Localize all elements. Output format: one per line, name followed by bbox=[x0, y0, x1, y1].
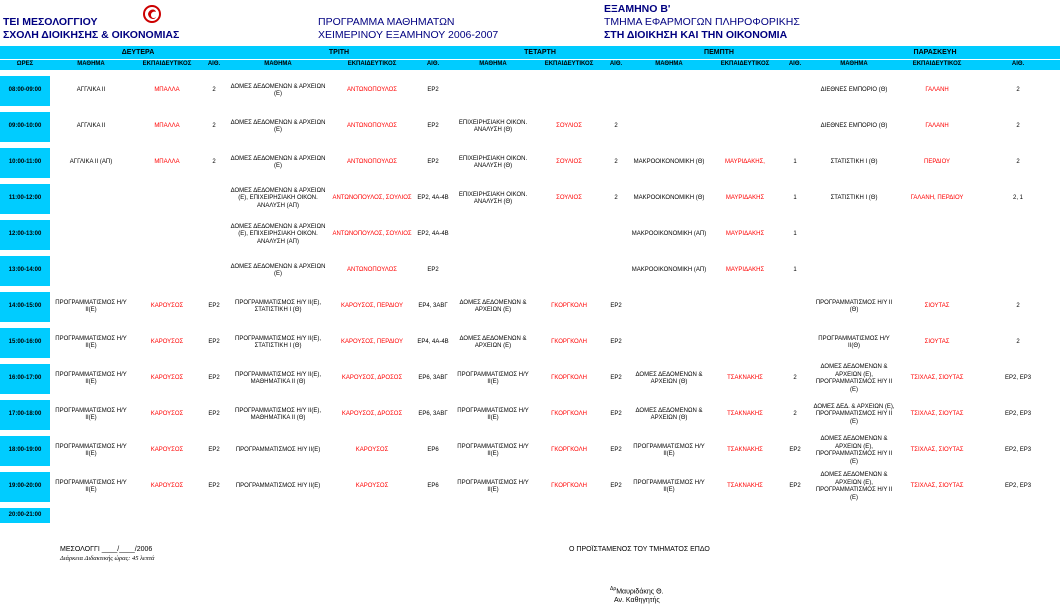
room-cell bbox=[604, 76, 628, 106]
course-cell: ΔΟΜΕΣ ΔΕΔΟΜΕΝΩΝ & ΑΡΧΕΙΩΝ (Θ) bbox=[628, 400, 710, 430]
signature-role: Αν. Καθηγητής bbox=[614, 597, 660, 604]
teacher-cell: ΤΣΙΧΛΑΣ, ΣΙΟΥΤΑΣ bbox=[898, 364, 976, 394]
column-header-cell: ΕΚΠΑΙΔΕΥΤΙΚΟΣ bbox=[710, 59, 780, 70]
room-cell: ΕΡ2 bbox=[414, 76, 452, 106]
room-cell: 2 bbox=[780, 400, 810, 430]
signature-name-text: Μαυριδάκης Θ. bbox=[616, 588, 664, 596]
course-cell bbox=[50, 220, 132, 250]
course-cell: ΕΠΙΧΕΙΡΗΣΙΑΚΗ ΟΙΚΟΝ. ΑΝΑΛΥΣΗ (Θ) bbox=[452, 184, 534, 214]
teacher-cell: ΚΑΡΟΥΣΟΣ bbox=[132, 472, 202, 502]
time-slot-cell: 20:00-21:00 bbox=[0, 508, 50, 523]
table-row bbox=[0, 292, 1060, 322]
course-cell: ΔΟΜΕΣ ΔΕΔΟΜΕΝΩΝ & ΑΡΧΕΙΩΝ (Ε) bbox=[226, 76, 330, 106]
room-cell: ΕΡ2, 4Α-4Β bbox=[414, 184, 452, 214]
column-header-cell: ΕΚΠΑΙΔΕΥΤΙΚΟΣ bbox=[132, 59, 202, 70]
course-cell: ΜΑΚΡΟΟΙΚΟΝΟΜΙΚΗ (ΑΠ) bbox=[628, 220, 710, 250]
teacher-cell: ΚΑΡΟΥΣΟΣ, ΔΡΟΣΟΣ bbox=[330, 364, 414, 394]
room-cell bbox=[604, 220, 628, 250]
teacher-cell bbox=[898, 256, 976, 286]
course-cell: ΕΠΙΧΕΙΡΗΣΙΑΚΗ ΟΙΚΟΝ. ΑΝΑΛΥΣΗ (Θ) bbox=[452, 112, 534, 142]
course-cell: ΔΟΜΕΣ ΔΕΔΟΜΕΝΩΝ & ΑΡΧΕΙΩΝ (Ε) bbox=[452, 328, 534, 358]
teacher-cell: ΤΣΙΧΛΑΣ, ΣΙΟΥΤΑΣ bbox=[898, 472, 976, 502]
table-row bbox=[0, 436, 1060, 466]
room-cell bbox=[780, 292, 810, 322]
room-cell: 2 bbox=[202, 148, 226, 178]
day-header-cell: ΤΕΤΑΡΤΗ bbox=[452, 46, 628, 59]
course-cell: ΠΡΟΓΡΑΜΜΑΤΙΣΜΟΣ Η/Υ ΙΙ(Ε) bbox=[452, 472, 534, 502]
room-cell: ΕΡ2 bbox=[202, 364, 226, 394]
column-header-cell: ΑΙΘ. bbox=[414, 59, 452, 70]
semester-label: ΕΞΑΜΗΝΟ Β' bbox=[604, 3, 671, 15]
room-cell: ΕΡ2 bbox=[202, 472, 226, 502]
room-cell: ΕΡ2, ΕΡ3 bbox=[976, 436, 1060, 466]
table-row bbox=[0, 148, 1060, 178]
course-cell: ΠΡΟΓΡΑΜΜΑΤΙΣΜΟΣ Η/Υ ΙΙ(Ε), ΜΑΘΗΜΑΤΙΚΑ ΙΙ (Θ) bbox=[226, 400, 330, 430]
teacher-cell bbox=[710, 292, 780, 322]
schedule-title: ΠΡΟΓΡΑΜΜΑ ΜΑΘΗΜΑΤΩΝ bbox=[318, 16, 455, 28]
teacher-cell: ΚΑΡΟΥΣΟΣ bbox=[330, 472, 414, 502]
course-cell bbox=[452, 220, 534, 250]
course-cell: ΜΑΚΡΟΟΙΚΟΝΟΜΙΚΗ (Θ) bbox=[628, 148, 710, 178]
room-cell: ΕΡ2 bbox=[414, 112, 452, 142]
time-slot-cell: 17:00-18:00 bbox=[0, 400, 50, 430]
room-cell: 2 bbox=[604, 148, 628, 178]
column-header-cell: ΑΙΘ. bbox=[604, 59, 628, 70]
teacher-cell: ΜΠΑΛΛΑ bbox=[132, 148, 202, 178]
room-cell bbox=[604, 256, 628, 286]
course-cell: ΔΙΕΘΝΕΣ ΕΜΠΟΡΙΟ (Θ) bbox=[810, 76, 898, 106]
table-row-last bbox=[0, 508, 1060, 523]
teacher-cell: ΣΟΥΛΙΟΣ bbox=[534, 148, 604, 178]
room-cell: ΕΡ6 bbox=[414, 472, 452, 502]
course-cell: ΠΡΟΓΡΑΜΜΑΤΙΣΜΟΣ Η/Υ ΙΙ(Ε) bbox=[50, 292, 132, 322]
teacher-cell bbox=[534, 220, 604, 250]
room-cell: 2 bbox=[976, 292, 1060, 322]
room-cell: ΕΡ6, 3ΑΒΓ bbox=[414, 400, 452, 430]
room-cell: ΕΡ2, ΕΡ3 bbox=[976, 472, 1060, 502]
teacher-cell: ΓΑΛΑΝΗ, ΠΕΡΔΙΟΥ bbox=[898, 184, 976, 214]
day-header-cell: ΤΡΙΤΗ bbox=[226, 46, 452, 59]
course-cell bbox=[810, 256, 898, 286]
table-row bbox=[0, 220, 1060, 250]
teacher-cell: ΤΣΙΧΛΑΣ, ΣΙΟΥΤΑΣ bbox=[898, 400, 976, 430]
teacher-cell bbox=[710, 76, 780, 106]
course-cell: ΠΡΟΓΡΑΜΜΑΤΙΣΜΟΣ Η/Υ ΙΙ(Ε) bbox=[452, 436, 534, 466]
room-cell: 2 bbox=[604, 112, 628, 142]
room-cell: 2 bbox=[976, 76, 1060, 106]
course-cell: ΠΡΟΓΡΑΜΜΑΤΙΣΜΟΣ Η/Υ ΙΙ(Θ) bbox=[810, 328, 898, 358]
course-cell bbox=[452, 76, 534, 106]
room-cell: ΕΡ2 bbox=[604, 436, 628, 466]
teacher-cell bbox=[132, 184, 202, 214]
course-cell: ΠΡΟΓΡΑΜΜΑΤΙΣΜΟΣ Η/Υ ΙΙ(Ε), ΣΤΑΤΙΣΤΙΚΗ Ι (Θ) bbox=[226, 328, 330, 358]
room-cell: ΕΡ2 bbox=[604, 472, 628, 502]
teacher-cell bbox=[534, 76, 604, 106]
department-subtitle: ΣΤΗ ΔΙΟΙΚΗΣΗ ΚΑΙ ΤΗΝ ΟΙΚΟΝΟΜΙΑ bbox=[604, 29, 788, 41]
room-cell: 2 bbox=[202, 76, 226, 106]
course-cell bbox=[810, 220, 898, 250]
course-cell: ΠΡΟΓΡΑΜΜΑΤΙΣΜΟΣ Η/Υ ΙΙ(Ε) bbox=[50, 364, 132, 394]
teacher-cell: ΤΣΑΚΝΑΚΗΣ bbox=[710, 436, 780, 466]
course-cell: ΠΡΟΓΡΑΜΜΑΤΙΣΜΟΣ Η/Υ ΙΙ(Ε) bbox=[628, 436, 710, 466]
course-cell bbox=[452, 256, 534, 286]
teacher-cell: ΓΚΟΡΓΚΟΛΗ bbox=[534, 292, 604, 322]
room-cell: 2 bbox=[976, 148, 1060, 178]
room-cell: 1 bbox=[780, 256, 810, 286]
course-cell: ΜΑΚΡΟΟΙΚΟΝΟΜΙΚΗ (ΑΠ) bbox=[628, 256, 710, 286]
column-header-cell: ΑΙΘ. bbox=[202, 59, 226, 70]
room-cell bbox=[976, 256, 1060, 286]
teacher-cell: ΚΑΡΟΥΣΟΣ, ΔΡΟΣΟΣ bbox=[330, 400, 414, 430]
course-cell: ΑΓΓΛΙΚΑ ΙΙ bbox=[50, 112, 132, 142]
room-cell bbox=[202, 184, 226, 214]
course-cell: ΔΟΜΕΣ ΔΕΔΟΜΕΝΩΝ & ΑΡΧΕΙΩΝ (Ε), ΕΠΙΧΕΙΡΗΣΙΑΚΗ ΟΙΚΟΝ. ΑΝΑΛΥΣΗ (ΑΠ) bbox=[226, 220, 330, 250]
teacher-cell: ΑΝΤΩΝΟΠΟΥΛΟΣ bbox=[330, 256, 414, 286]
table-row bbox=[0, 364, 1060, 394]
course-cell bbox=[50, 184, 132, 214]
day-header-cell: ΠΑΡΑΣΚΕΥΗ bbox=[810, 46, 1060, 59]
room-cell: ΕΡ4, 3ΑΒΓ bbox=[414, 292, 452, 322]
course-cell: ΔΟΜΕΣ ΔΕΔΟΜΕΝΩΝ & ΑΡΧΕΙΩΝ (Ε), ΠΡΟΓΡΑΜΜΑΤΙΣΜΟΣ Η/Υ ΙΙ (Ε) bbox=[810, 436, 898, 466]
room-cell bbox=[202, 220, 226, 250]
time-slot-cell: 13:00-14:00 bbox=[0, 256, 50, 286]
teacher-cell: ΣΙΟΥΤΑΣ bbox=[898, 292, 976, 322]
room-cell: ΕΡ2 bbox=[604, 364, 628, 394]
teacher-cell: ΓΚΟΡΓΚΟΛΗ bbox=[534, 328, 604, 358]
teacher-cell: ΚΑΡΟΥΣΟΣ bbox=[132, 436, 202, 466]
column-header-cell: ΜΑΘΗΜΑ bbox=[226, 59, 330, 70]
room-cell: ΕΡ2 bbox=[604, 292, 628, 322]
course-cell: ΔΟΜΕΣ ΔΕΔΟΜΕΝΩΝ & ΑΡΧΕΙΩΝ (Θ) bbox=[628, 364, 710, 394]
teacher-cell: ΚΑΡΟΥΣΟΣ bbox=[132, 364, 202, 394]
department-name: ΤΜΗΜΑ ΕΦΑΡΜΟΓΩΝ ΠΛΗΡΟΦΟΡΙΚΗΣ bbox=[604, 16, 800, 28]
room-cell: ΕΡ2 bbox=[604, 328, 628, 358]
table-row bbox=[0, 400, 1060, 430]
teacher-cell: ΑΝΤΩΝΟΠΟΥΛΟΣ, ΣΟΥΛΙΟΣ bbox=[330, 184, 414, 214]
time-slot-cell: 15:00-16:00 bbox=[0, 328, 50, 358]
teacher-cell: ΚΑΡΟΥΣΟΣ bbox=[132, 292, 202, 322]
room-cell: ΕΡ6 bbox=[414, 436, 452, 466]
school-name: ΣΧΟΛΗ ΔΙΟΙΚΗΣΗΣ & ΟΙΚΟΝΟΜΙΑΣ bbox=[3, 29, 180, 41]
course-cell bbox=[628, 292, 710, 322]
course-cell: ΠΡΟΓΡΑΜΜΑΤΙΣΜΟΣ Η/Υ ΙΙ(Ε) bbox=[628, 472, 710, 502]
teacher-cell: ΓΚΟΡΓΚΟΛΗ bbox=[534, 364, 604, 394]
time-slot-cell: 11:00-12:00 bbox=[0, 184, 50, 214]
room-cell: 2 bbox=[202, 112, 226, 142]
room-cell bbox=[780, 112, 810, 142]
room-cell: ΕΡ4, 4Α-4Β bbox=[414, 328, 452, 358]
course-cell: ΠΡΟΓΡΑΜΜΑΤΙΣΜΟΣ Η/Υ ΙΙ (Θ) bbox=[810, 292, 898, 322]
room-cell: ΕΡ2 bbox=[414, 256, 452, 286]
room-cell: ΕΡ2, ΕΡ3 bbox=[976, 400, 1060, 430]
day-header-blank bbox=[0, 46, 50, 59]
teacher-cell: ΑΝΤΩΝΟΠΟΥΛΟΣ bbox=[330, 148, 414, 178]
day-header-row bbox=[0, 46, 1060, 59]
room-cell: ΕΡ6, 3ΑΒΓ bbox=[414, 364, 452, 394]
department-head-title: Ο ΠΡΟΪΣΤΑΜΕΝΟΣ ΤΟΥ ΤΜΗΜΑΤΟΣ ΕΠΔΟ bbox=[569, 546, 710, 553]
teacher-cell bbox=[710, 112, 780, 142]
course-cell: ΑΓΓΛΙΚΑ ΙΙ (ΑΠ) bbox=[50, 148, 132, 178]
teacher-cell: ΜΑΥΡΙΔΑΚΗΣ bbox=[710, 184, 780, 214]
column-header-cell: ΑΙΘ. bbox=[780, 59, 810, 70]
time-slot-cell: 08:00-09:00 bbox=[0, 76, 50, 106]
time-slot-cell: 18:00-19:00 bbox=[0, 436, 50, 466]
teacher-cell: ΜΠΑΛΛΑ bbox=[132, 76, 202, 106]
course-cell: ΔΟΜΕΣ ΔΕΔ. & ΑΡΧΕΙΩΝ (Ε), ΠΡΟΓΡΑΜΜΑΤΙΣΜΟΣ Η/Υ ΙΙ (Ε) bbox=[810, 400, 898, 430]
room-cell: 1 bbox=[780, 148, 810, 178]
column-header-cell: ΜΑΘΗΜΑ bbox=[810, 59, 898, 70]
room-cell: 2 bbox=[976, 328, 1060, 358]
course-cell bbox=[628, 112, 710, 142]
teacher-cell bbox=[534, 256, 604, 286]
course-cell: ΣΤΑΤΙΣΤΙΚΗ Ι (Θ) bbox=[810, 184, 898, 214]
teacher-cell: ΣΙΟΥΤΑΣ bbox=[898, 328, 976, 358]
course-cell: ΠΡΟΓΡΑΜΜΑΤΙΣΜΟΣ Η/Υ ΙΙ(Ε) bbox=[226, 472, 330, 502]
table-row bbox=[0, 112, 1060, 142]
column-header-cell: ΜΑΘΗΜΑ bbox=[452, 59, 534, 70]
teacher-cell: ΠΕΡΔΙΟΥ bbox=[898, 148, 976, 178]
empty-cell bbox=[50, 508, 1060, 523]
teacher-cell bbox=[132, 256, 202, 286]
room-cell: ΕΡ2 bbox=[780, 472, 810, 502]
course-cell: ΑΓΓΛΙΚΑ ΙΙ bbox=[50, 76, 132, 106]
time-slot-cell: 09:00-10:00 bbox=[0, 112, 50, 142]
time-slot-cell: 10:00-11:00 bbox=[0, 148, 50, 178]
day-header-cell: ΔΕΥΤΕΡΑ bbox=[50, 46, 226, 59]
room-cell: 1 bbox=[780, 220, 810, 250]
room-cell: ΕΡ2 bbox=[780, 436, 810, 466]
course-cell: ΣΤΑΤΙΣΤΙΚΗ Ι (Θ) bbox=[810, 148, 898, 178]
teacher-cell: ΚΑΡΟΥΣΟΣ bbox=[132, 400, 202, 430]
teacher-cell: ΤΣΙΧΛΑΣ, ΣΙΟΥΤΑΣ bbox=[898, 436, 976, 466]
room-cell: ΕΡ2 bbox=[202, 400, 226, 430]
room-cell: 2 bbox=[780, 364, 810, 394]
teacher-cell: ΑΝΤΩΝΟΠΟΥΛΟΣ, ΣΟΥΛΙΟΣ bbox=[330, 220, 414, 250]
course-cell: ΕΠΙΧΕΙΡΗΣΙΑΚΗ ΟΙΚΟΝ. ΑΝΑΛΥΣΗ (Θ) bbox=[452, 148, 534, 178]
course-cell: ΔΟΜΕΣ ΔΕΔΟΜΕΝΩΝ & ΑΡΧΕΙΩΝ (Ε) bbox=[226, 256, 330, 286]
column-header-cell: ΜΑΘΗΜΑ bbox=[50, 59, 132, 70]
course-cell: ΠΡΟΓΡΑΜΜΑΤΙΣΜΟΣ Η/Υ ΙΙ(Ε) bbox=[50, 328, 132, 358]
table-row bbox=[0, 328, 1060, 358]
teacher-cell: ΤΣΑΚΝΑΚΗΣ bbox=[710, 400, 780, 430]
course-cell bbox=[628, 76, 710, 106]
teacher-cell: ΤΣΑΚΝΑΚΗΣ bbox=[710, 364, 780, 394]
course-cell: ΠΡΟΓΡΑΜΜΑΤΙΣΜΟΣ Η/Υ ΙΙ(Ε) bbox=[50, 436, 132, 466]
institution-name: ΤΕΙ ΜΕΣΟΛΟΓΓΙΟΥ bbox=[3, 16, 98, 28]
course-cell: ΜΑΚΡΟΟΙΚΟΝΟΜΙΚΗ (Θ) bbox=[628, 184, 710, 214]
teacher-cell: ΚΑΡΟΥΣΟΣ bbox=[132, 328, 202, 358]
date-line: ΜΕΣΟΛΟΓΓΙ ____/____/2006 bbox=[60, 546, 153, 553]
room-cell bbox=[202, 256, 226, 286]
course-cell: ΠΡΟΓΡΑΜΜΑΤΙΣΜΟΣ Η/Υ ΙΙ(Ε) bbox=[452, 400, 534, 430]
document-header bbox=[0, 0, 960, 40]
column-header-cell: ΜΑΘΗΜΑ bbox=[628, 59, 710, 70]
room-cell bbox=[780, 76, 810, 106]
room-cell: ΕΡ2 bbox=[202, 292, 226, 322]
teacher-cell: ΚΑΡΟΥΣΟΣ, ΠΕΡΔΙΟΥ bbox=[330, 328, 414, 358]
column-header-row bbox=[0, 59, 1060, 70]
teacher-cell: ΚΑΡΟΥΣΟΣ bbox=[330, 436, 414, 466]
room-cell: ΕΡ2 bbox=[202, 328, 226, 358]
teacher-cell: ΜΠΑΛΛΑ bbox=[132, 112, 202, 142]
teacher-cell: ΓΑΛΑΝΗ bbox=[898, 76, 976, 106]
room-cell: ΕΡ2, 4Α-4Β bbox=[414, 220, 452, 250]
teacher-cell bbox=[132, 220, 202, 250]
room-cell: 2, 1 bbox=[976, 184, 1060, 214]
teacher-cell: ΣΟΥΛΙΟΣ bbox=[534, 184, 604, 214]
room-cell: ΕΡ2, ΕΡ3 bbox=[976, 364, 1060, 394]
room-cell: ΕΡ2 bbox=[414, 148, 452, 178]
column-header-cell: ΕΚΠΑΙΔΕΥΤΙΚΟΣ bbox=[534, 59, 604, 70]
course-cell: ΔΙΕΘΝΕΣ ΕΜΠΟΡΙΟ (Θ) bbox=[810, 112, 898, 142]
course-cell: ΠΡΟΓΡΑΜΜΑΤΙΣΜΟΣ Η/Υ ΙΙ(Ε) bbox=[50, 400, 132, 430]
room-cell: 1 bbox=[780, 184, 810, 214]
teacher-cell: ΜΑΥΡΙΔΑΚΗΣ, bbox=[710, 148, 780, 178]
teacher-cell: ΓΑΛΑΝΗ bbox=[898, 112, 976, 142]
course-cell: ΠΡΟΓΡΑΜΜΑΤΙΣΜΟΣ Η/Υ ΙΙ(Ε) bbox=[50, 472, 132, 502]
course-cell bbox=[628, 328, 710, 358]
teacher-cell: ΑΝΤΩΝΟΠΟΥΛΟΣ bbox=[330, 112, 414, 142]
column-header-cell: ΩΡΕΣ bbox=[0, 59, 50, 70]
teacher-cell bbox=[710, 328, 780, 358]
time-slot-cell: 16:00-17:00 bbox=[0, 364, 50, 394]
teacher-cell: ΜΑΥΡΙΔΑΚΗΣ bbox=[710, 256, 780, 286]
course-cell: ΠΡΟΓΡΑΜΜΑΤΙΣΜΟΣ Η/Υ ΙΙ(Ε), ΣΤΑΤΙΣΤΙΚΗ Ι (Θ) bbox=[226, 292, 330, 322]
table-row bbox=[0, 76, 1060, 106]
room-cell bbox=[780, 328, 810, 358]
teacher-cell: ΑΝΤΩΝΟΠΟΥΛΟΣ bbox=[330, 76, 414, 106]
table-row bbox=[0, 256, 1060, 286]
day-header-cell: ΠΕΜΠΤΗ bbox=[628, 46, 810, 59]
course-cell: ΠΡΟΓΡΑΜΜΑΤΙΣΜΟΣ Η/Υ ΙΙ(Ε) bbox=[226, 436, 330, 466]
semester-period: ΧΕΙΜΕΡΙΝΟΥ ΕΞΑΜΗΝΟΥ 2006-2007 bbox=[318, 29, 499, 41]
room-cell: ΕΡ2 bbox=[604, 400, 628, 430]
column-header-cell: ΕΚΠΑΙΔΕΥΤΙΚΟΣ bbox=[898, 59, 976, 70]
course-cell: ΔΟΜΕΣ ΔΕΔΟΜΕΝΩΝ & ΑΡΧΕΙΩΝ (Ε), ΠΡΟΓΡΑΜΜΑΤΙΣΜΟΣ Η/Υ ΙΙ (Ε) bbox=[810, 364, 898, 394]
timetable bbox=[0, 46, 1060, 523]
time-slot-cell: 14:00-15:00 bbox=[0, 292, 50, 322]
course-cell: ΔΟΜΕΣ ΔΕΔΟΜΕΝΩΝ & ΑΡΧΕΙΩΝ (Ε), ΠΡΟΓΡΑΜΜΑΤΙΣΜΟΣ Η/Υ ΙΙ (Ε) bbox=[810, 472, 898, 502]
course-cell: ΔΟΜΕΣ ΔΕΔΟΜΕΝΩΝ & ΑΡΧΕΙΩΝ (Ε), ΕΠΙΧΕΙΡΗΣΙΑΚΗ ΟΙΚΟΝ. ΑΝΑΛΥΣΗ (ΑΠ) bbox=[226, 184, 330, 214]
column-header-cell: ΕΚΠΑΙΔΕΥΤΙΚΟΣ bbox=[330, 59, 414, 70]
course-cell: ΔΟΜΕΣ ΔΕΔΟΜΕΝΩΝ & ΑΡΧΕΙΩΝ (Ε) bbox=[226, 112, 330, 142]
course-cell bbox=[50, 256, 132, 286]
table-row bbox=[0, 184, 1060, 214]
teacher-cell: ΓΚΟΡΓΚΟΛΗ bbox=[534, 400, 604, 430]
table-row bbox=[0, 472, 1060, 502]
signature-prefix: Δρ bbox=[610, 586, 617, 592]
course-cell: ΔΟΜΕΣ ΔΕΔΟΜΕΝΩΝ & ΑΡΧΕΙΩΝ (Ε) bbox=[226, 148, 330, 178]
room-cell: 2 bbox=[604, 184, 628, 214]
teacher-cell: ΓΚΟΡΓΚΟΛΗ bbox=[534, 436, 604, 466]
teacher-cell: ΣΟΥΛΙΟΣ bbox=[534, 112, 604, 142]
teacher-cell: ΤΣΑΚΝΑΚΗΣ bbox=[710, 472, 780, 502]
column-header-cell: ΑΙΘ. bbox=[976, 59, 1060, 70]
teacher-cell bbox=[898, 220, 976, 250]
course-cell: ΠΡΟΓΡΑΜΜΑΤΙΣΜΟΣ Η/Υ ΙΙ(Ε) bbox=[452, 364, 534, 394]
time-slot-cell: 19:00-20:00 bbox=[0, 472, 50, 502]
room-cell bbox=[976, 220, 1060, 250]
teacher-cell: ΓΚΟΡΓΚΟΛΗ bbox=[534, 472, 604, 502]
teacher-cell: ΜΑΥΡΙΔΑΚΗΣ bbox=[710, 220, 780, 250]
signature-name bbox=[610, 586, 663, 595]
room-cell: ΕΡ2 bbox=[202, 436, 226, 466]
institution-logo-icon bbox=[142, 3, 162, 25]
course-cell: ΠΡΟΓΡΑΜΜΑΤΙΣΜΟΣ Η/Υ ΙΙ(Ε), ΜΑΘΗΜΑΤΙΚΑ ΙΙ (Θ) bbox=[226, 364, 330, 394]
teacher-cell: ΚΑΡΟΥΣΟΣ, ΠΕΡΔΙΟΥ bbox=[330, 292, 414, 322]
time-slot-cell: 12:00-13:00 bbox=[0, 220, 50, 250]
lesson-duration-note: Διάρκεια Διδακτικής ώρας: 45 λεπτά bbox=[60, 555, 155, 562]
course-cell: ΔΟΜΕΣ ΔΕΔΟΜΕΝΩΝ & ΑΡΧΕΙΩΝ (Ε) bbox=[452, 292, 534, 322]
room-cell: 2 bbox=[976, 112, 1060, 142]
